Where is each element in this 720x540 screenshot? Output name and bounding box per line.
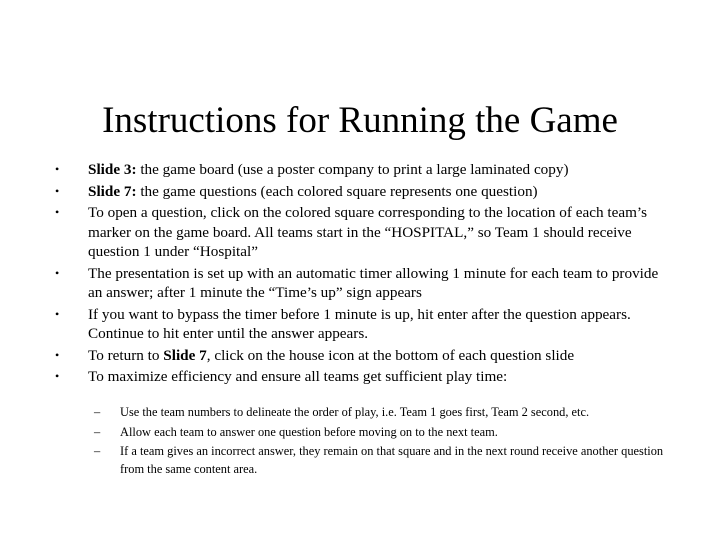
bullet-list xyxy=(55,160,675,389)
bullet-item xyxy=(55,203,675,262)
bullet-text: the game board (use a poster company to print a large laminated copy) xyxy=(136,161,569,178)
bullet-icon: • xyxy=(55,183,60,198)
dash-icon: – xyxy=(94,424,101,439)
bullet-item xyxy=(55,367,675,387)
bullet-text: the game questions (each colored square represents one question) xyxy=(136,182,538,200)
bullet-bold-text: Slide 7 xyxy=(163,346,207,364)
bullet-icon: • xyxy=(55,347,60,362)
bullet-item xyxy=(55,160,675,180)
bullet-icon: • xyxy=(55,306,60,321)
sub-bullet-list xyxy=(94,404,684,480)
sub-bullet-text: Use the team numbers to delineate the order of play, i.e. Team 1 goes first, Team 2 second, etc. xyxy=(120,405,590,419)
bullet-text: , click on the house icon at the bottom of each question slide xyxy=(206,346,575,364)
bullet-item xyxy=(55,264,675,303)
bullet-icon: • xyxy=(55,162,60,176)
sub-bullet-item xyxy=(94,424,684,442)
sub-bullet-text: Allow each team to answer one question before moving on to the next team. xyxy=(120,424,498,439)
bullet-icon: • xyxy=(55,205,60,219)
bullet-icon: • xyxy=(55,265,60,280)
bullet-text: If you want to bypass the timer before 1 minute is up, hit enter after the question appears. Continue to hit enter until the answer appears. xyxy=(88,305,631,342)
bullet-item xyxy=(55,182,675,202)
bullet-pre-text: To return to xyxy=(88,346,164,364)
sub-bullet-item xyxy=(94,404,684,422)
sub-bullet-text: If a team gives an incorrect answer, they remain on that square and in the next round receive another question from the same content area. xyxy=(120,444,664,476)
sub-bullet-item xyxy=(94,443,684,478)
bullet-text: To open a question, click on the colored square corresponding to the location of each team’s marker on the game board. All teams start in the “HOSPITAL,” so Team 1 should receive question 1 under “Hospital” xyxy=(88,204,648,260)
bullet-item xyxy=(55,346,675,366)
dash-icon: – xyxy=(94,405,101,419)
bullet-item xyxy=(55,305,675,344)
slide-title: Instructions for Running the Game xyxy=(102,99,618,141)
bullet-text: To maximize efficiency and ensure all teams get sufficient play time: xyxy=(88,368,508,385)
bullet-bold-text: Slide 3: xyxy=(88,161,137,178)
bullet-icon: • xyxy=(55,369,60,383)
bullet-bold-text: Slide 7: xyxy=(88,182,137,200)
bullet-text: The presentation is set up with an automatic timer allowing 1 minute for each team to provide an answer; after 1 minute the “Time’s up” sign appears xyxy=(88,264,659,301)
dash-icon: – xyxy=(94,444,101,458)
